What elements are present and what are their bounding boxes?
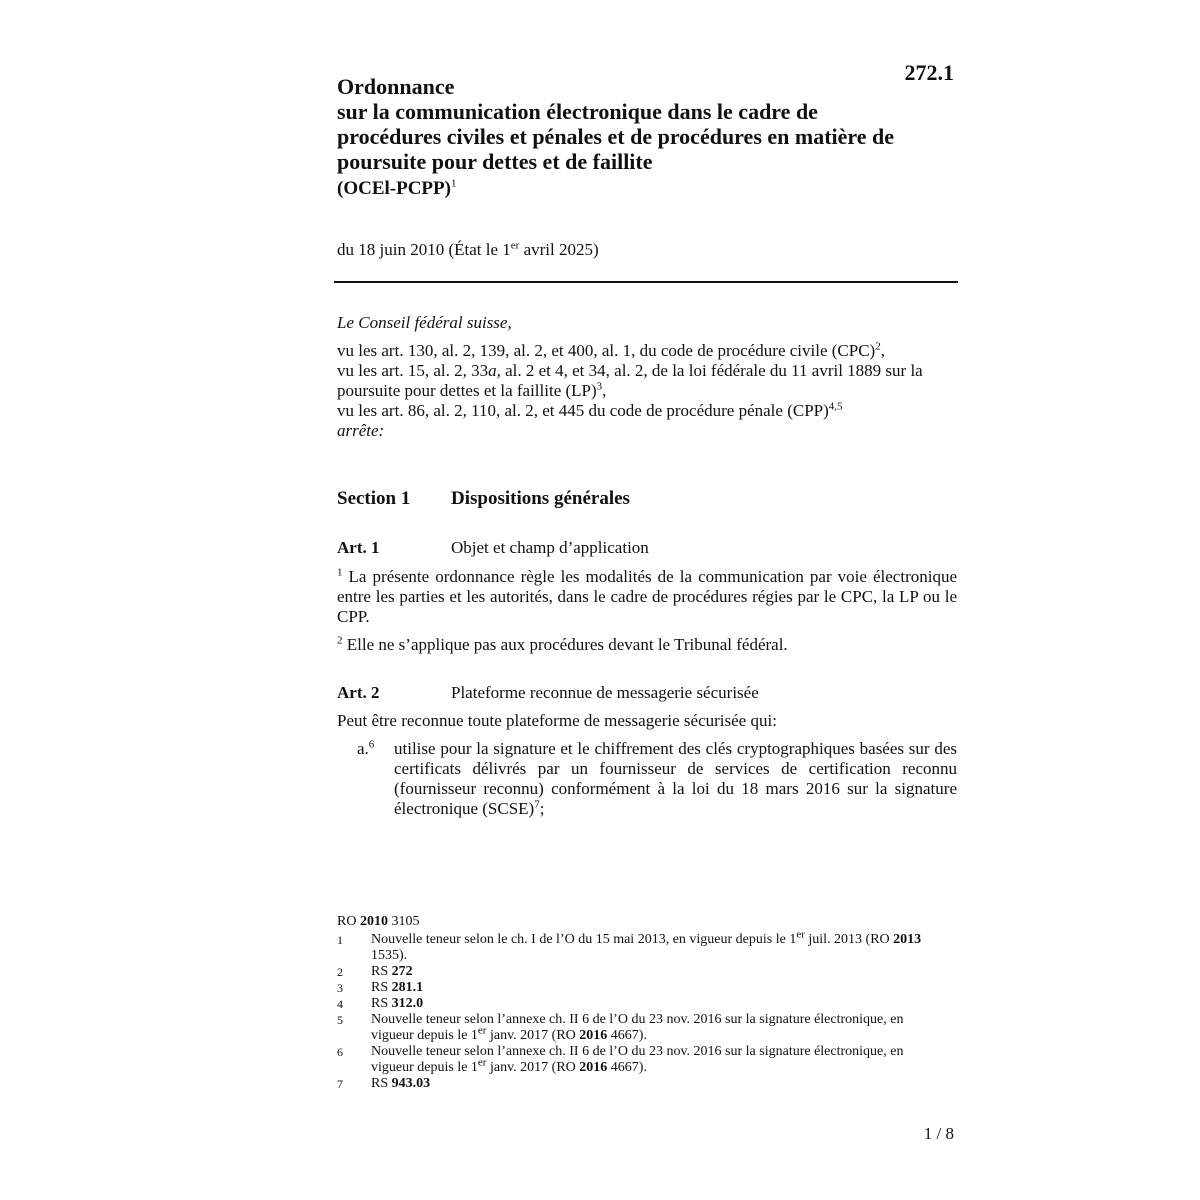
footnote-pre: RS [371, 996, 392, 1011]
article-paragraph [337, 635, 957, 655]
preamble-authority: Le Conseil fédéral suisse, [337, 313, 512, 332]
footnote-number: 2 [337, 965, 343, 979]
footnote-mid: juil. 2013 (RO [804, 932, 894, 947]
header-divider [334, 281, 958, 283]
date-line [337, 240, 599, 260]
official-compilation-ref [337, 914, 947, 930]
footnote-post: 4667). [607, 1028, 647, 1043]
article-heading [337, 683, 759, 703]
footnote-pre: Nouvelle teneur selon l’annexe ch. II 6 de l’O du 23 nov. 2016 sur la signature électronique, en vigueur depuis le 1 [371, 1044, 904, 1075]
preamble-line [337, 401, 957, 421]
footnote-pre: RS [371, 964, 392, 979]
footnote [337, 1044, 947, 1076]
list-letter: a. [357, 739, 369, 758]
preamble-text: vu les art. 15, al. 2, 33 [337, 361, 489, 380]
preamble-text: vu les art. 130, al. 2, 139, al. 2, et 400, al. 1, du code de procédure civile (CPC) [337, 341, 876, 360]
footnote [337, 996, 947, 1012]
footnote-ref[interactable]: 2 [875, 340, 881, 353]
date-prefix: du 18 juin 2010 (État le 1 [337, 240, 511, 259]
footnote-bold: 281.1 [391, 980, 424, 995]
footnote [337, 980, 947, 996]
footnote-ref[interactable]: 4,5 [828, 400, 843, 413]
footnote-bold: 272 [391, 964, 413, 979]
footnote-bold: 2013 [893, 932, 922, 947]
footnote-sup: er [477, 1024, 487, 1037]
title-line: Ordonnance [337, 74, 455, 99]
article-title: Plateforme reconnue de messagerie sécurisée [451, 683, 759, 702]
section-number: Section 1 [337, 488, 411, 509]
article-heading [337, 538, 649, 558]
section-heading [337, 488, 630, 510]
footnote-number: 6 [337, 1045, 343, 1059]
ref-prefix: RO [337, 914, 360, 929]
footnote-mid: janv. 2017 (RO [486, 1060, 580, 1075]
sr-number: 272.1 [904, 60, 954, 85]
list-item [337, 739, 957, 819]
preamble-text: al. 2 et 4, et 34, al. 2, de la loi fédérale du 11 avril 1889 sur la poursuite pour dettes et la faillite (LP) [337, 361, 923, 400]
ref-year: 2010 [359, 914, 388, 929]
footnote-pre: RS [371, 1076, 392, 1091]
footnotes [337, 914, 947, 1092]
section-title: Dispositions générales [451, 488, 630, 509]
footnote-ref[interactable]: 3 [596, 380, 603, 393]
footnote-number: 7 [337, 1077, 343, 1091]
footnote-ref[interactable]: 1 [450, 177, 457, 190]
document-title [337, 74, 957, 174]
paragraph-number: 2 [337, 634, 343, 647]
footnote-post: 1535). [371, 948, 408, 963]
footnote-number: 4 [337, 997, 343, 1011]
list-text: utilise pour la signature et le chiffrement des clés cryptographiques basées sur des certificats délivrés par un fournisseur de services de certification reconnu (fournisseur reconnu) conformément à la loi du 18 mars 2016 sur la signature électronique (SCSE) [394, 739, 957, 818]
page-number: 1 / 8 [923, 1124, 954, 1143]
date-sup: er [510, 239, 520, 252]
footnote-bold: 2016 [579, 1060, 608, 1075]
title-line: procédures civiles et pénales et de procédures en matière de [337, 124, 895, 149]
article-title: Objet et champ d’application [451, 538, 649, 557]
footnote-sup: er [796, 928, 805, 941]
footnote-sup: er [477, 1056, 487, 1069]
footnote-mid: janv. 2017 (RO [486, 1028, 580, 1043]
preamble-italic: a, [488, 361, 501, 380]
footnote-ref[interactable]: 7 [534, 798, 540, 811]
preamble [337, 313, 957, 441]
abbreviation [337, 178, 456, 200]
footnote-pre: Nouvelle teneur selon le ch. I de l’O du 15 mai 2013, en vigueur depuis le 1 [371, 932, 797, 947]
footnote-bold: 2016 [579, 1028, 608, 1043]
preamble-text: vu les art. 86, al. 2, 110, al. 2, et 445 du code de procédure pénale (CPP) [337, 401, 829, 420]
article-intro: Peut être reconnue toute plateforme de messagerie sécurisée qui: [337, 711, 777, 730]
list-end: ; [539, 799, 545, 818]
date-suffix: avril 2025) [519, 240, 599, 259]
ref-page: 3105 [387, 914, 420, 929]
title-line: sur la communication électronique dans le cadre de [337, 99, 818, 124]
footnote-bold: 943.03 [391, 1076, 431, 1091]
list-marker [357, 739, 374, 759]
footnote-number: 3 [337, 981, 343, 995]
article-number: Art. 1 [337, 538, 380, 557]
footnote [337, 928, 947, 964]
title-line: poursuite pour dettes et de faillite [337, 149, 653, 174]
footnote-pre: Nouvelle teneur selon l’annexe ch. II 6 de l’O du 23 nov. 2016 sur la signature électronique, en vigueur depuis le 1 [371, 1012, 904, 1043]
paragraph-number: 1 [337, 566, 343, 579]
paragraph-text: Elle ne s’applique pas aux procédures devant le Tribunal fédéral. [342, 635, 788, 654]
footnote [337, 1012, 947, 1044]
article-number: Art. 2 [337, 683, 380, 702]
footnote-number: 5 [337, 1013, 343, 1027]
preamble-line: vu les art. 130, al. 2, 139, al. 2, et 400, al. 1, du code de procédure civile (CPC)$^2$, [337, 340, 885, 360]
list-item-text [394, 739, 957, 819]
preamble-decree: arrête: [337, 421, 385, 440]
footnote-bold: 312.0 [391, 996, 424, 1011]
footnote-number: 1 [337, 933, 343, 947]
footnote [337, 964, 947, 980]
footnote [337, 1076, 947, 1092]
abbreviation-text: (OCEl-PCPP) [337, 178, 451, 199]
footnote-list [337, 928, 947, 1092]
paragraph-text: La présente ordonnance règle les modalités de la communication par voie électronique entre les parties et les autorités, dans le cadre de procédures régies par le CPC, la LP ou le CPP. [337, 567, 957, 626]
footnote-ref[interactable]: 6 [368, 738, 375, 751]
footnote-pre: RS [371, 980, 392, 995]
article-paragraph [337, 567, 957, 627]
footnote-post: 4667). [607, 1060, 647, 1075]
preamble-line: vu les art. 15, al. 2, 33a, al. 2 et 4, et 34, al. 2, de la loi fédérale du 11 avril 1889 sur la poursuite pour dettes et la faillite (LP)$^3$, [337, 361, 923, 400]
